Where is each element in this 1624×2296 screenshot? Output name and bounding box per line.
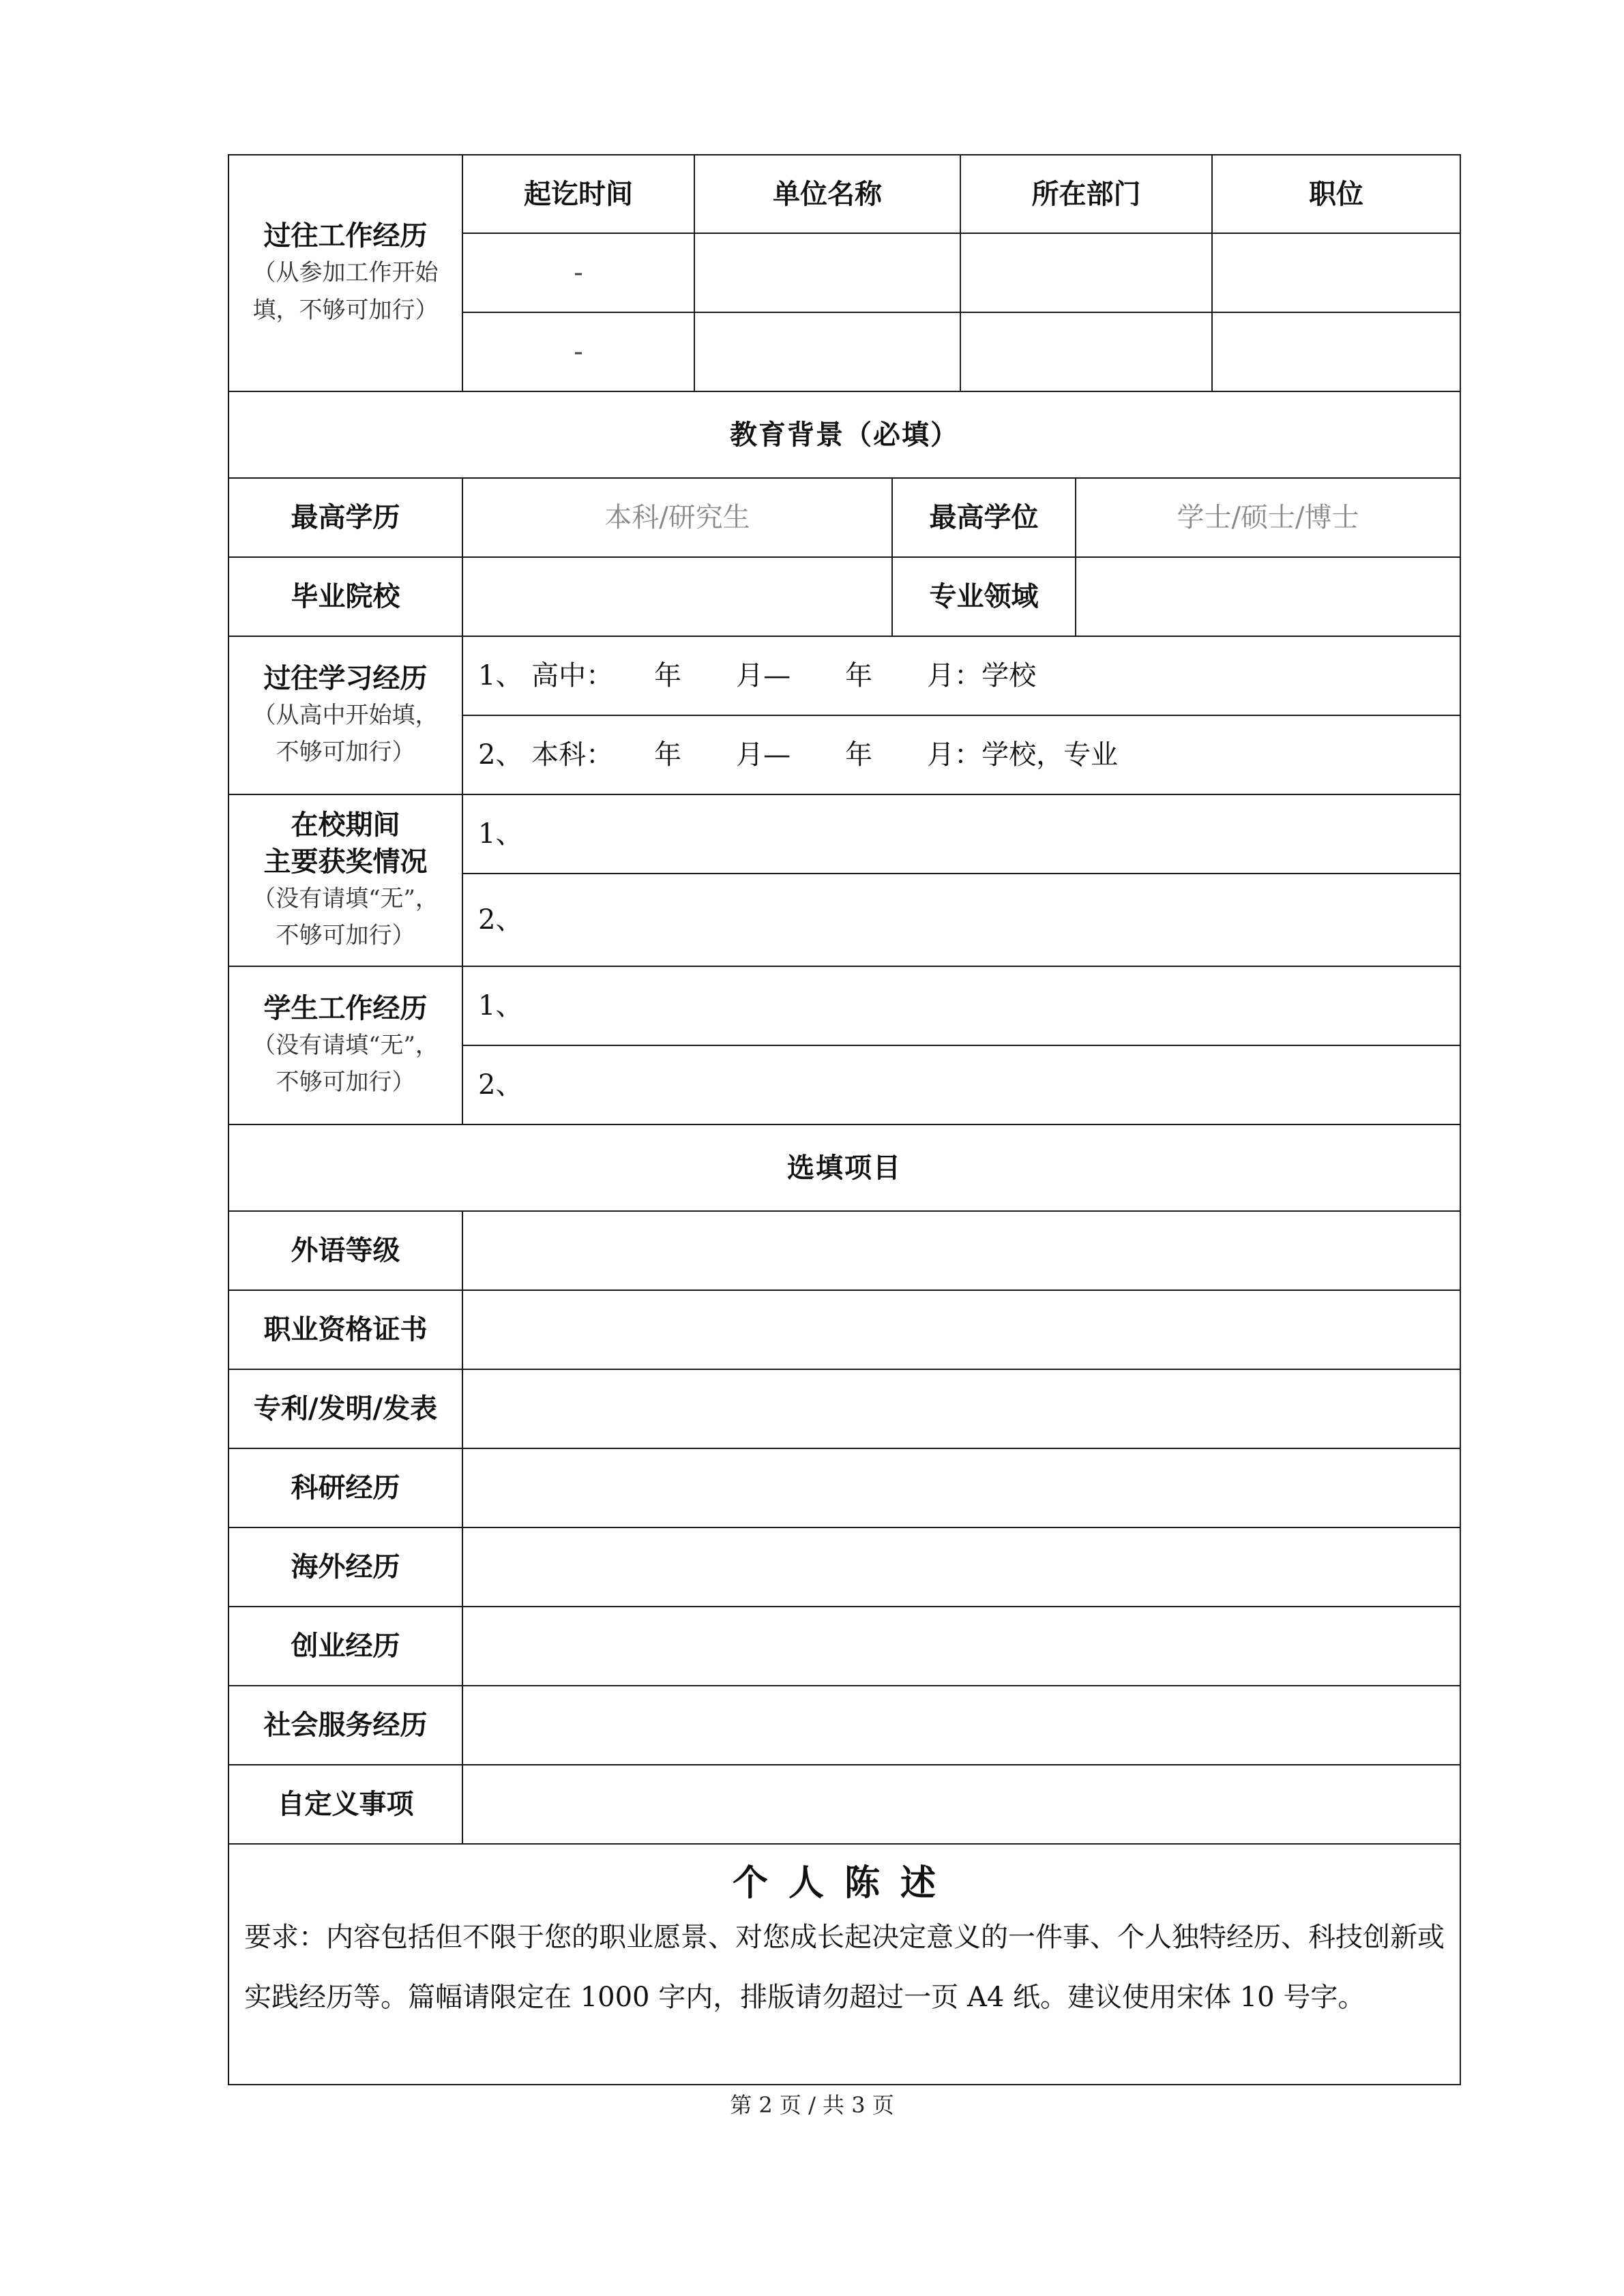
optional-item-field[interactable]	[462, 1211, 1460, 1290]
student-work-row	[228, 966, 1460, 1045]
awards-note: （没有请填“无”，不够可加行）	[252, 884, 439, 949]
study-field[interactable]: 1、 高中： 年 月— 年 月：学校	[462, 636, 1460, 715]
degree-row	[228, 478, 1460, 557]
study-label-cell	[228, 636, 462, 794]
statement-row	[228, 1844, 1460, 2085]
optional-item-label: 专利/发明/发表	[228, 1369, 462, 1448]
optional-item-field[interactable]	[462, 1448, 1460, 1527]
awards-row	[228, 794, 1460, 874]
optional-row	[228, 1527, 1460, 1607]
work-col-department: 所在部门	[960, 155, 1212, 233]
optional-row	[228, 1448, 1460, 1527]
optional-row	[228, 1290, 1460, 1369]
student-work-label: 学生工作经历	[263, 992, 428, 1024]
optional-item-label: 职业资格证书	[228, 1290, 462, 1369]
awards-field[interactable]: 2、	[462, 874, 1460, 966]
statement-requirements: 要求：内容包括但不限于您的职业愿景、对您成长起决定意义的一件事、个人独特经历、科技创新或实践经历等。篇幅请限定在 1000 字内，排版请勿超过一页 A4 纸。建议使用宋体 10 号字。	[244, 1922, 1445, 2014]
work-col-company: 单位名称	[694, 155, 960, 233]
student-work-field[interactable]: 2、	[462, 1045, 1460, 1124]
awards-label-cell	[228, 794, 462, 966]
awards-label-line1: 在校期间	[291, 809, 400, 841]
degree-field[interactable]: 本科/研究生	[462, 478, 892, 557]
optional-item-label: 科研经历	[228, 1448, 462, 1527]
major-field[interactable]	[1076, 557, 1460, 636]
optional-item-label: 外语等级	[228, 1211, 462, 1290]
work-period-field[interactable]: -	[462, 312, 694, 391]
school-field[interactable]	[462, 557, 892, 636]
optional-item-field[interactable]	[462, 1607, 1460, 1686]
application-form	[228, 154, 1460, 2085]
optional-item-label: 创业经历	[228, 1607, 462, 1686]
education-section-title: 教育背景（必填）	[228, 391, 1460, 478]
optional-item-field[interactable]	[462, 1686, 1460, 1765]
awards-field[interactable]: 1、	[462, 794, 1460, 874]
work-header-row	[228, 155, 1460, 233]
statement-title: 个人陈述	[732, 1863, 956, 1904]
work-label-cell	[228, 155, 462, 391]
optional-item-label: 社会服务经历	[228, 1686, 462, 1765]
major-label: 专业领域	[892, 557, 1076, 636]
optional-row	[228, 1211, 1460, 1290]
school-label: 毕业院校	[228, 557, 462, 636]
optional-item-label: 海外经历	[228, 1527, 462, 1607]
optional-row	[228, 1686, 1460, 1765]
student-work-field[interactable]: 1、	[462, 966, 1460, 1045]
study-label: 过往学习经历	[263, 662, 428, 694]
study-row	[228, 636, 1460, 715]
work-note: （从参加工作开始填，不够可加行）	[252, 259, 439, 324]
work-position-field[interactable]	[1212, 312, 1460, 391]
school-row	[228, 557, 1460, 636]
student-work-note: （没有请填“无”，不够可加行）	[252, 1031, 439, 1096]
optional-row	[228, 1607, 1460, 1686]
optional-item-field[interactable]	[462, 1765, 1460, 1844]
form-table	[228, 154, 1461, 2085]
page-footer: 第 2 页 / 共 3 页	[730, 2092, 894, 2118]
work-company-field[interactable]	[694, 233, 960, 312]
optional-row	[228, 1765, 1460, 1844]
work-col-period: 起讫时间	[462, 155, 694, 233]
work-department-field[interactable]	[960, 233, 1212, 312]
statement-cell[interactable]	[228, 1844, 1460, 2085]
optional-section-title: 选填项目	[228, 1124, 1460, 1211]
work-company-field[interactable]	[694, 312, 960, 391]
study-note: （从高中开始填，不够可加行）	[252, 701, 439, 766]
work-position-field[interactable]	[1212, 233, 1460, 312]
optional-row	[228, 1369, 1460, 1448]
optional-item-field[interactable]	[462, 1527, 1460, 1607]
optional-item-field[interactable]	[462, 1290, 1460, 1369]
optional-item-label: 自定义事项	[228, 1765, 462, 1844]
work-col-position: 职位	[1212, 155, 1460, 233]
academic-title-field[interactable]: 学士/硕士/博士	[1076, 478, 1460, 557]
optional-item-field[interactable]	[462, 1369, 1460, 1448]
awards-label-line2: 主要获奖情况	[263, 846, 428, 878]
degree-label: 最高学历	[228, 478, 462, 557]
work-period-field[interactable]: -	[462, 233, 694, 312]
student-work-label-cell	[228, 966, 462, 1124]
work-department-field[interactable]	[960, 312, 1212, 391]
academic-title-label: 最高学位	[892, 478, 1076, 557]
study-field[interactable]: 2、 本科： 年 月— 年 月：学校，专业	[462, 715, 1460, 794]
work-label: 过往工作经历	[263, 220, 428, 252]
